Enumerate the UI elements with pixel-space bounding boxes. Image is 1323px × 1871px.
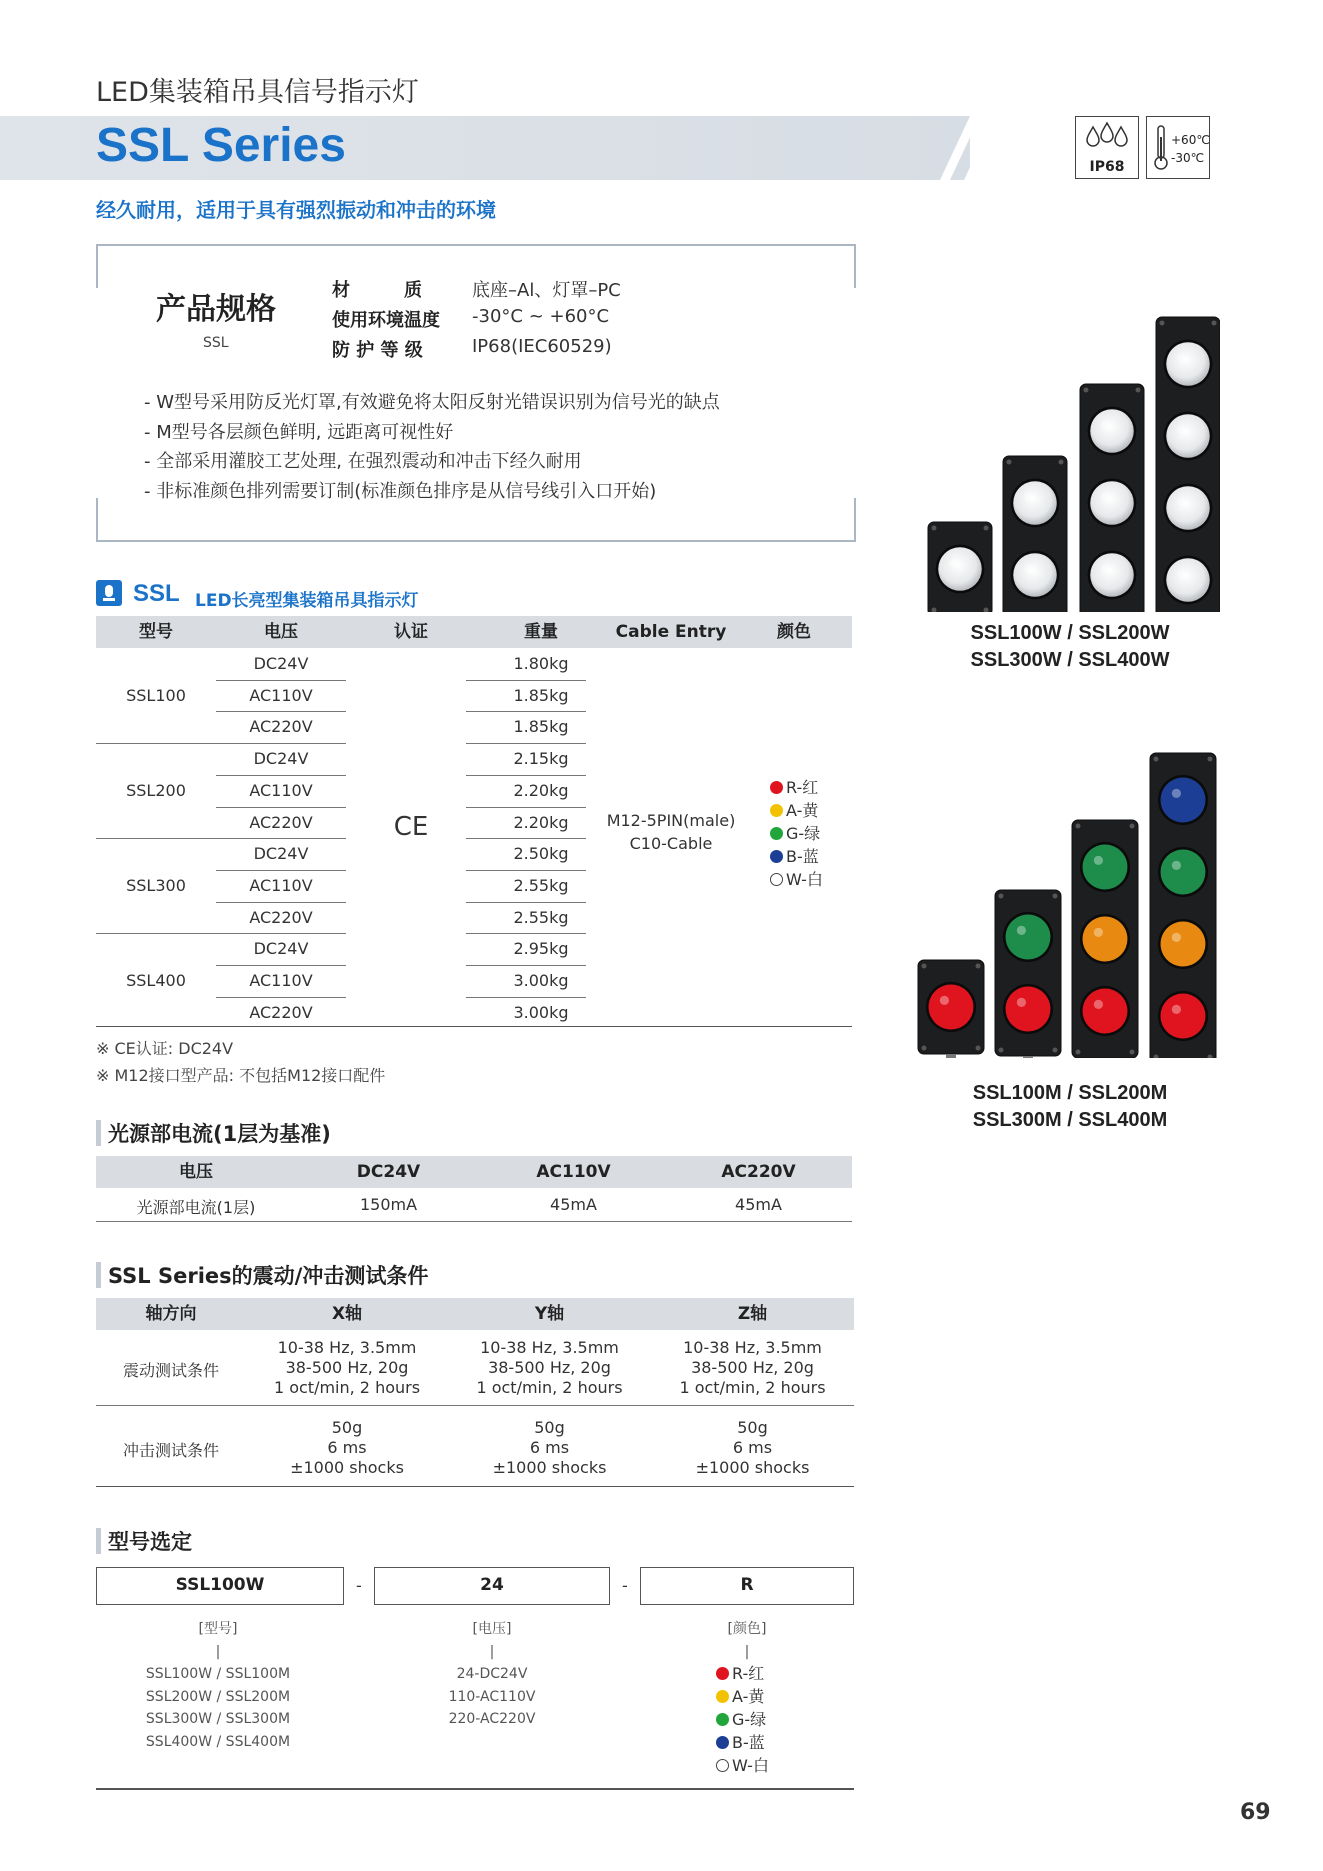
- voltage-select-box: 24: [374, 1567, 610, 1605]
- weight-cell: 2.50kg: [513, 844, 569, 864]
- weight-cell: 2.95kg: [513, 939, 569, 959]
- voltage-cell: DC24V: [253, 749, 309, 769]
- spec-rows: [332, 276, 621, 366]
- weight-cell: 2.15kg: [513, 749, 569, 769]
- ssl300m-image: [1072, 820, 1138, 1058]
- green-dot-icon: [770, 827, 783, 840]
- temp-low: -30℃: [1171, 151, 1205, 165]
- spec-row-protection: 防 护 等 级 IP68(IEC60529): [332, 336, 612, 361]
- model-cell: SSL300: [126, 875, 186, 895]
- note-m12: ※ M12接口型产品: 不包括M12接口配件: [96, 1066, 386, 1085]
- voltage-options: [电压] | 24-DC24V 110-AC110V 220-AC220V: [448, 1621, 536, 1727]
- blue-dot-icon: [770, 850, 783, 863]
- ip-rating: IP68: [1089, 159, 1125, 175]
- color-blue: B-蓝: [716, 1731, 769, 1754]
- white-dot-icon: [770, 873, 783, 886]
- bullet-item: - W型号采用防反光灯罩,有效避免将太阳反射光错误识别为信号光的缺点: [144, 392, 720, 413]
- shock-x: 50g 6 ms ±1000 shocks: [290, 1418, 404, 1477]
- voltage-cell: AC220V: [249, 717, 313, 737]
- weight-cell: 1.85kg: [513, 685, 569, 705]
- water-drops-icon: [1077, 119, 1137, 159]
- section-bar: [96, 1262, 101, 1288]
- current-table-row: 光源部电流(1层) 150mA 45mA 45mA: [96, 1188, 852, 1222]
- w-series-label: SSL100W / SSL200W SSL300W / SSL400W: [970, 622, 1170, 671]
- spec-subtitle: SSL: [203, 335, 229, 351]
- vibration-section-title: SSL Series的震动/冲击测试条件: [108, 1264, 429, 1288]
- weight-cell: 2.20kg: [513, 812, 569, 832]
- voltage-cell: AC220V: [249, 907, 313, 927]
- section-bar: [96, 1528, 101, 1554]
- vibration-table-header: 轴方向 X轴 Y轴 Z轴: [96, 1298, 854, 1330]
- table-bottom-rule: [96, 1026, 852, 1027]
- temperature-badge: [1146, 116, 1210, 179]
- shock-z: 50g 6 ms ±1000 shocks: [695, 1418, 810, 1477]
- cable-entry-line1: M12-5PIN(male): [606, 811, 736, 830]
- voltage-cell: DC24V: [253, 654, 309, 673]
- color-green: G-绿: [770, 822, 823, 845]
- weight-cell: 2.55kg: [513, 907, 569, 927]
- weight-cell: 3.00kg: [513, 971, 569, 990]
- bullet-item: - M型号各层颜色鲜明, 远距离可视性好: [144, 421, 454, 443]
- tagline: 经久耐用，适用于具有强烈振动和冲击的环境: [96, 198, 496, 222]
- selection-color-options: [716, 1662, 769, 1777]
- red-dot-icon: [716, 1667, 729, 1680]
- red-dot-icon: [770, 781, 783, 794]
- voltage-cell: AC110V: [249, 971, 313, 990]
- voltage-cell: DC24V: [253, 939, 309, 959]
- vib-z: 10-38 Hz, 3.5mm 38-500 Hz, 20g 1 oct/min, 2 hours: [679, 1338, 826, 1397]
- selection-bottom-rule: [96, 1788, 854, 1790]
- ssl200m-image: [995, 890, 1061, 1058]
- selection-section-title: 型号选定: [108, 1530, 192, 1554]
- color-amber: A-黄: [716, 1685, 769, 1708]
- model-select-box: SSL100W: [96, 1567, 344, 1605]
- color-amber: A-黄: [770, 799, 823, 822]
- series-title: SSL Series: [96, 119, 346, 172]
- green-dot-icon: [716, 1713, 729, 1726]
- ssl100m-image: [918, 960, 984, 1058]
- color-select-box: R: [640, 1567, 854, 1605]
- model-cell: SSL400: [126, 971, 186, 990]
- vibration-row: 震动测试条件 10-38 Hz, 3.5mm 38-500 Hz, 20g 1 oct/min, 2 hours 10-38 Hz, 3.5mm 38-500 Hz, 20g 1 oct/min, 2 hours 10-38 Hz, 3.5mm 38-500 Hz, 20g 1 oct/min, 2 hours: [96, 1330, 854, 1406]
- table-notes: [96, 1036, 385, 1090]
- ssl-section-subtitle: LED长亮型集装箱吊具指示灯: [195, 591, 419, 611]
- m-series-product-image: [910, 748, 1220, 1058]
- ssl400m-image: [1150, 753, 1216, 1058]
- bullet-item: - 全部采用灌胶工艺处理, 在强烈震动和冲击下经久耐用: [144, 451, 582, 472]
- amber-dot-icon: [770, 804, 783, 817]
- voltage-cell: AC110V: [249, 685, 313, 705]
- color-green: G-绿: [716, 1708, 769, 1731]
- thermometer-icon: [1151, 123, 1171, 173]
- ssl100w-image: [928, 522, 992, 612]
- color-options: [770, 776, 823, 891]
- spec-row-temperature: 使用环境温度 -30°C ~ +60°C: [332, 306, 610, 331]
- current-section-title: 光源部电流(1层为基准): [108, 1122, 331, 1146]
- color-red: R-红: [716, 1662, 769, 1685]
- white-dot-icon: [716, 1759, 729, 1772]
- temp-high: +60℃: [1171, 133, 1210, 147]
- voltage-cell: AC220V: [249, 812, 313, 832]
- spec-bullets: [144, 388, 720, 506]
- ssl200w-image: [1003, 456, 1067, 612]
- note-ce: ※ CE认证: DC24V: [96, 1039, 234, 1058]
- color-white: W-白: [716, 1754, 769, 1777]
- w-series-product-image: [920, 312, 1220, 612]
- weight-cell: 1.80kg: [513, 654, 569, 673]
- color-options-head: [颜色] |: [727, 1621, 767, 1660]
- model-options: [型号] | SSL100W / SSL100M SSL200W / SSL200M SSL300W / SSL300M SSL400W / SSL400M: [145, 1621, 291, 1750]
- page-number: 69: [1240, 1800, 1271, 1825]
- lamp-icon: [96, 580, 122, 606]
- ssl400w-image: [1156, 317, 1220, 612]
- m-series-label: SSL100M / SSL200M SSL300M / SSL400M: [972, 1082, 1168, 1131]
- color-blue: B-蓝: [770, 845, 823, 868]
- model-cell: SSL200: [126, 780, 186, 800]
- cable-entry-line2: C10-Cable: [629, 834, 713, 853]
- color-white: W-白: [770, 868, 823, 891]
- ce-mark: CE: [393, 812, 429, 842]
- blue-dot-icon: [716, 1736, 729, 1749]
- voltage-cell: AC110V: [249, 875, 313, 895]
- current-table-header: 电压 DC24V AC110V AC220V: [96, 1156, 852, 1188]
- shock-y: 50g 6 ms ±1000 shocks: [492, 1418, 607, 1477]
- model-cell: SSL100: [126, 685, 186, 705]
- section-bar: [96, 1120, 101, 1146]
- voltage-cell: AC220V: [249, 1002, 313, 1022]
- shock-row: 冲击测试条件 50g 6 ms ±1000 shocks 50g 6 ms ±1000 shocks 50g 6 ms ±1000 shocks: [96, 1408, 854, 1487]
- amber-dot-icon: [716, 1690, 729, 1703]
- spec-row-material: 材 质 底座–Al、灯罩–PC: [332, 280, 621, 301]
- weight-cell: 3.00kg: [513, 1002, 569, 1022]
- weight-cell: 2.55kg: [513, 875, 569, 895]
- voltage-cell: AC110V: [249, 780, 313, 800]
- ssl-section-title: SSL: [133, 580, 180, 607]
- ssl300w-image: [1080, 384, 1144, 612]
- vib-x: 10-38 Hz, 3.5mm 38-500 Hz, 20g 1 oct/min, 2 hours: [273, 1338, 421, 1397]
- bullet-item: - 非标准颜色排列需要订制(标准颜色排序是从信号线引入口开始): [144, 480, 657, 502]
- table-header: 型号 电压 认证 重量 Cable Entry 颜色: [96, 616, 852, 648]
- banner-stripes: [930, 116, 1050, 180]
- color-red: R-红: [770, 776, 823, 799]
- ssl-spec-table: [96, 616, 852, 1026]
- weight-cell: 1.85kg: [513, 717, 569, 737]
- voltage-cell: DC24V: [253, 844, 309, 864]
- vib-y: 10-38 Hz, 3.5mm 38-500 Hz, 20g 1 oct/min, 2 hours: [476, 1338, 623, 1397]
- spec-title: 产品规格: [156, 292, 276, 327]
- weight-cell: 2.20kg: [513, 780, 569, 800]
- top-title: LED集装箱吊具信号指示灯: [96, 77, 419, 108]
- ip68-badge: [1075, 116, 1139, 179]
